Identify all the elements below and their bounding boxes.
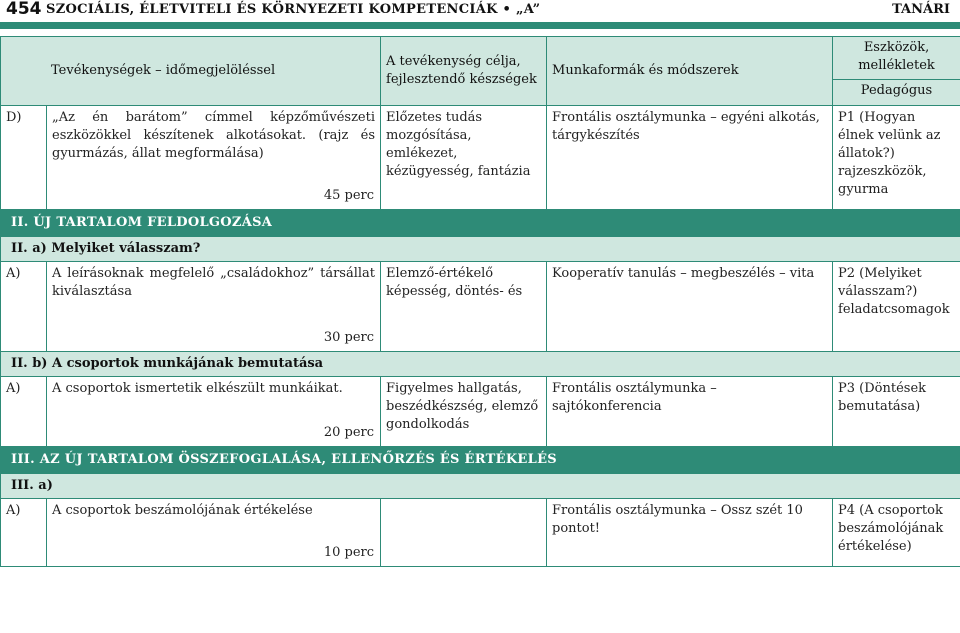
row-time: 10 perc: [323, 545, 375, 560]
header-teacher: Pedagógus: [833, 79, 960, 105]
running-title: SZOCIÁLIS, ÉLETVITELI ÉS KÖRNYEZETI KOMPETENCIÁK • „A”: [46, 2, 541, 17]
header-tools: Eszközök, mellékletek: [833, 37, 960, 80]
row-method: Kooperatív tanulás – megbeszélés – vita: [547, 262, 833, 352]
row-teacher: P2 (Melyiket válasszam?) feladatcsomagok: [833, 262, 960, 352]
row-teacher: P1 (Hogyan élnek velünk az állatok?) rajzeszközök, gyurma: [833, 106, 960, 210]
row-activity: A csoportok ismertetik elkészült munkáikat.: [52, 381, 343, 396]
table-row: [1, 499, 960, 567]
row-goal: Figyelmes hallgatás, beszédkészség, elemző gondolkodás: [381, 377, 547, 447]
table-row: [1, 377, 960, 447]
section-title-row: [1, 447, 960, 474]
section-title: II. ÚJ TARTALOM FELDOLGOZÁSA: [1, 210, 960, 237]
subsection-title: II. a) Melyiket válasszam?: [1, 237, 960, 262]
row-time: 45 perc: [323, 188, 375, 203]
section-title-row: [1, 210, 960, 237]
row-teacher: P3 (Döntések bemutatása): [833, 377, 960, 447]
row-letter: A): [1, 262, 47, 352]
row-activity-cell: [47, 499, 381, 567]
row-activity-cell: [47, 377, 381, 447]
row-goal: [381, 499, 547, 567]
row-goal: Elemző-értékelő képesség, döntés- és: [381, 262, 547, 352]
row-teacher: P4 (A csoportok beszámolójának értékelése): [833, 499, 960, 567]
subsection-row: [1, 352, 960, 377]
section-title: III. AZ ÚJ TARTALOM ÖSSZEFOGLALÁSA, ELLENŐRZÉS ÉS ÉRTÉKELÉS: [1, 447, 960, 474]
row-activity: A leírásoknak megfelelő „családokhoz” társállat kiválasztása: [52, 266, 376, 299]
row-letter: A): [1, 499, 47, 567]
row-time: 30 perc: [323, 330, 375, 345]
row-goal: Előzetes tudás mozgósítása, emlékezet, kézügyesség, fantázia: [381, 106, 547, 210]
header-rule: [0, 22, 960, 29]
table-row: [1, 106, 960, 210]
header-activity: Tevékenységek – időmegjelöléssel: [1, 37, 381, 106]
page-header: [0, 0, 960, 22]
tanari-label: TANÁRI: [892, 2, 950, 17]
subsection-row: [1, 237, 960, 262]
row-activity: „Az én barátom” címmel képzőművészeti eszközökkel készítenek alkotásokat. (rajz és gyurmázás, állat megformálása): [52, 110, 376, 161]
table-header-row: [1, 37, 960, 80]
table-row: [1, 262, 960, 352]
row-method: Frontális osztálymunka – sajtókonferencia: [547, 377, 833, 447]
row-time: 20 perc: [323, 425, 375, 440]
row-letter: D): [1, 106, 47, 210]
row-activity: A csoportok beszámolójának értékelése: [52, 503, 313, 518]
row-method: Frontális osztálymunka – Ossz szét 10 pontot!: [547, 499, 833, 567]
subsection-row: [1, 474, 960, 499]
header-methods: Munkaformák és módszerek: [547, 37, 833, 106]
page-number: 454: [6, 0, 42, 19]
subsection-title: III. a): [1, 474, 960, 499]
row-method: Frontális osztálymunka – egyéni alkotás, tárgykészítés: [547, 106, 833, 210]
row-letter: A): [1, 377, 47, 447]
subsection-title: II. b) A csoportok munkájának bemutatása: [1, 352, 960, 377]
header-goal: A tevékenység célja, fejlesztendő készségek: [381, 37, 547, 106]
lesson-plan-table: [0, 36, 960, 567]
row-activity-cell: [47, 262, 381, 352]
row-activity-cell: [47, 106, 381, 210]
